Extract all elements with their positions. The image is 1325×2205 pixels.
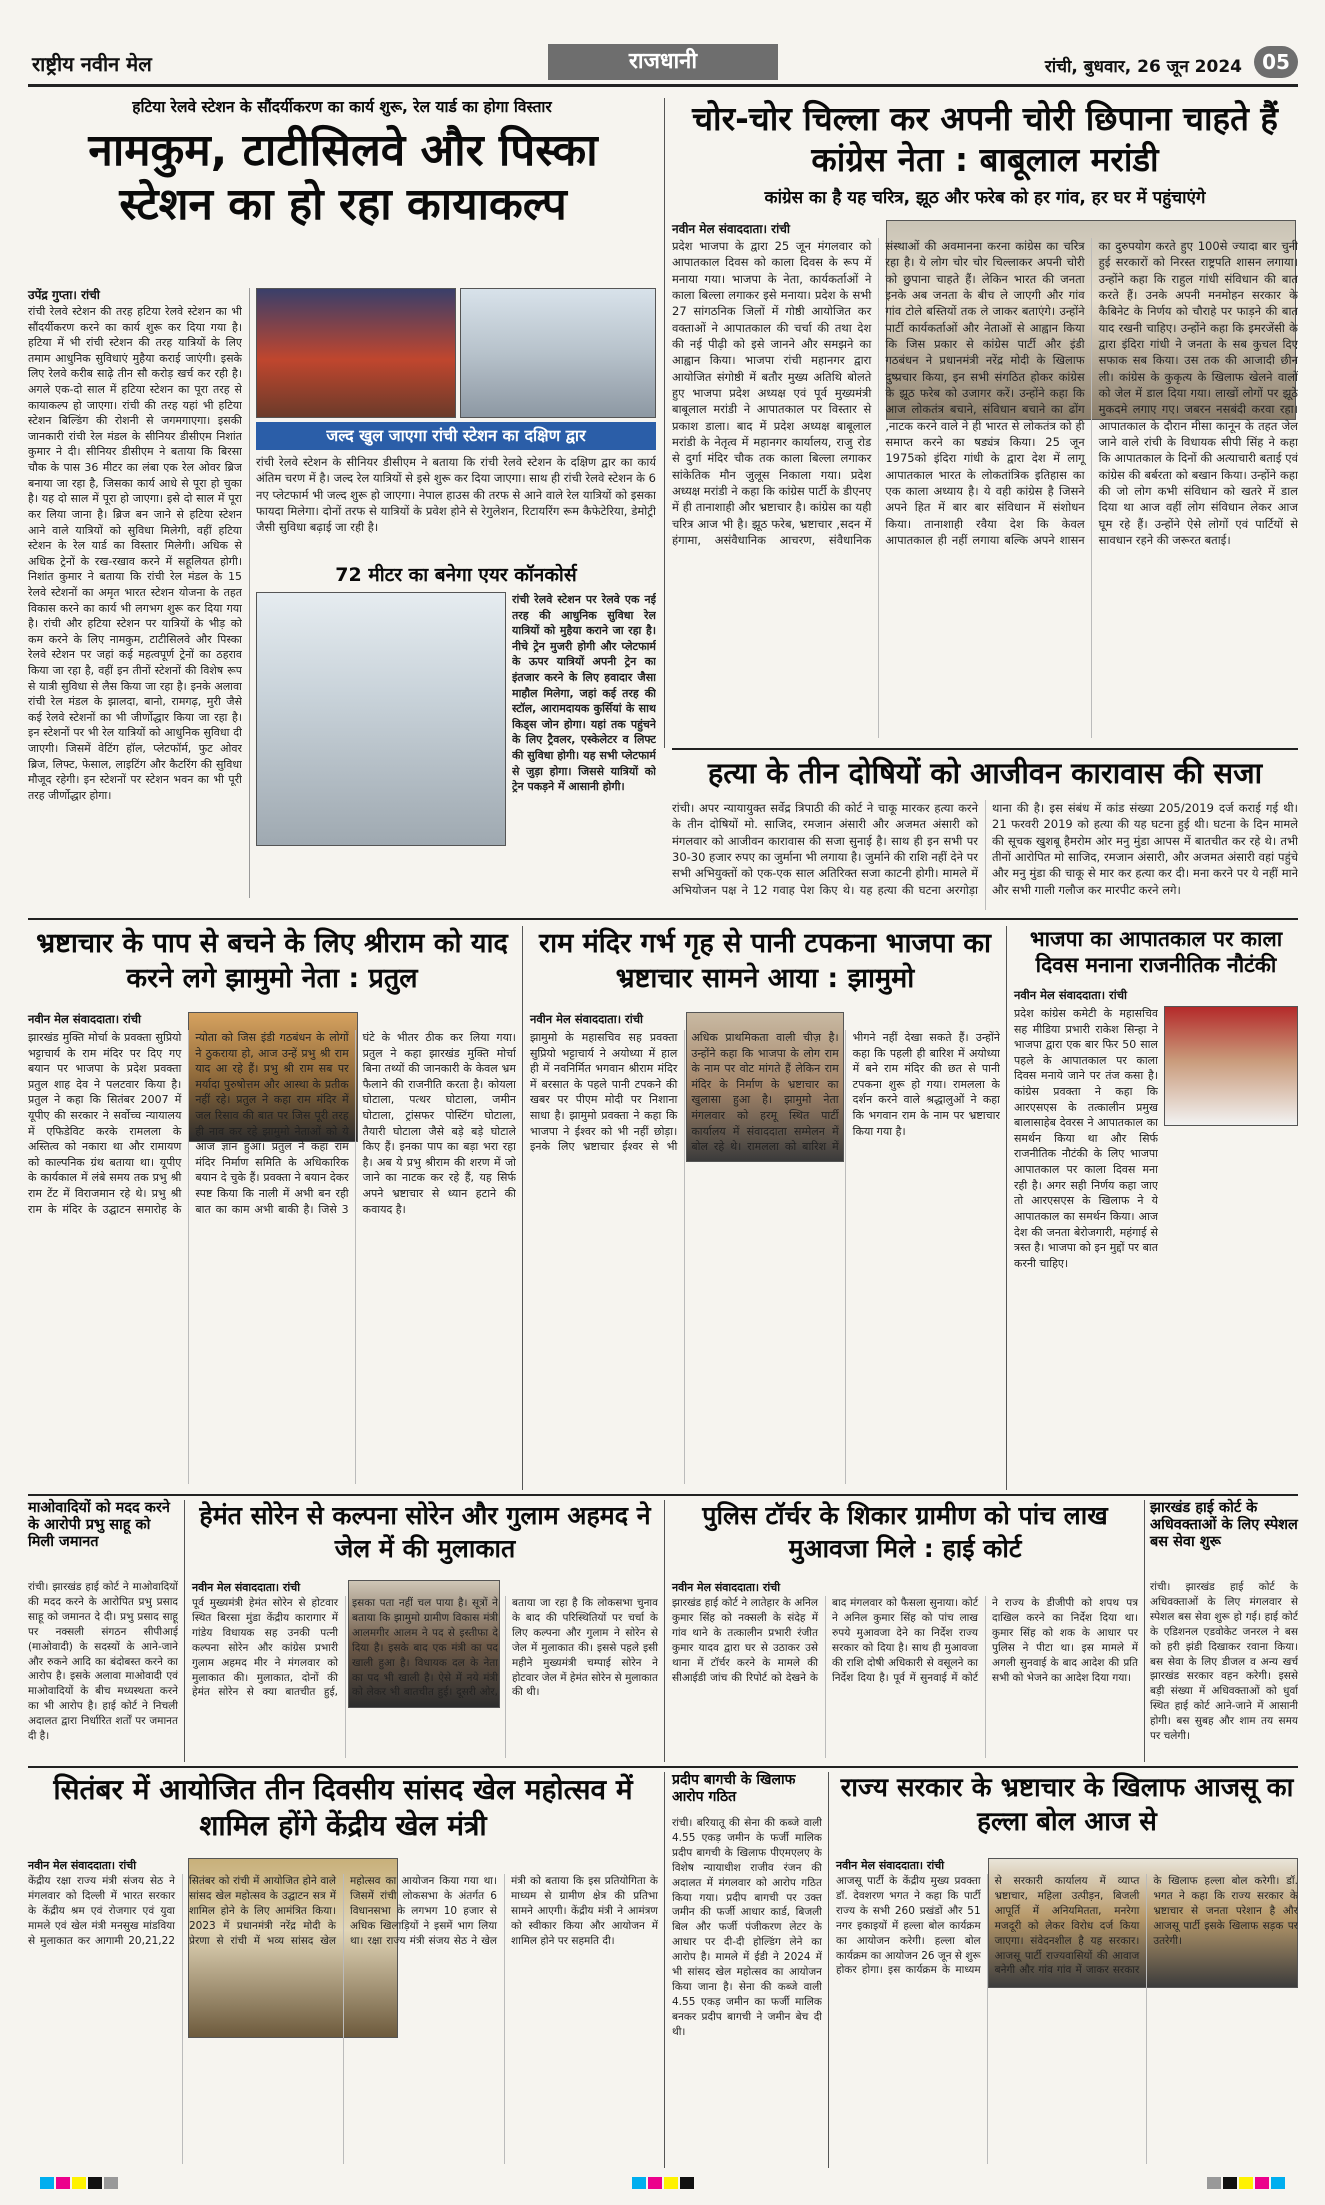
article-body: पूर्व मुख्यमंत्री हेमंत सोरेन से होटवार स्थित बिरसा मुंडा केंद्रीय कारागार में गांडेय विधायक सह उनकी पत्नी कल्पना सोरेन और कांग्रेस प्रभारी गुलाम अहमद मीर ने मंगलवार को मुलाकात की। मुलाकात, दोनों की हेमंत सोरेन से क्या बातचीत हुई, इसका पता नहीं चल पाया है। सूत्रों ने बताया कि झामुमो ग्रामीण विकास मंत्री आलमगीर आलम ने पद से इस्तीफा दे दिया है। इसके बाद एक मंत्री का पद खाली हुआ है। विधायक दल के नेता का पद भी खाली है। ऐसे में नये मंत्री को लेकर भी बातचीत हुई। दूसरी ओर, बताया जा रहा है कि लोकसभा चुनाव के बाद की परिस्थितियों पर चर्चा के लिए कल्पना और गुलाम ने सोरेन से जेल में मुलाकात की। इससे पहले इसी महीने मुख्यमंत्री चम्पाई सोरेन ने होटवार जेल में हेमंत सोरेन से मुलाकात की थी। [192,1597,658,1699]
page-number: 05 [1254,46,1298,78]
byline: नवीन मेल संवाददाता। रांची [672,1581,781,1594]
masthead [28,40,1298,86]
article-jail-meeting [192,1500,658,1762]
divider-8-9 [664,1500,665,1762]
headline: भाजपा का आपातकाल पर काला दिवस मनाना राजनीतिक नौटंकी [1029,927,1283,978]
headline: झारखंड हाई कोर्ट के अधिवक्ताओं के लिए स्पेशल बस सेवा शुरू [1150,1500,1298,1551]
divider-4-5 [522,926,523,1490]
byline: उपेंद्र गुप्ता। रांची [28,288,100,302]
masthead-rule [28,84,1298,87]
dateline: रांची, बुधवार, 26 जून 2024 [1044,57,1242,77]
rakesh-sinha-photo [1164,1006,1298,1126]
section-banner [548,44,778,80]
byline: नवीन मेल संवाददाता। रांची [28,1859,137,1872]
section-rule-3 [28,1494,1298,1496]
section-rule-1 [672,748,1298,750]
headline: पुलिस टॉर्चर के शिकार ग्रामीण को पांच लाख मुआवजा मिले : हाई कोर्ट [702,1501,1108,1563]
article-body: रांची रेलवे स्टेशन की तरह हटिया रेलवे स्टेशन का भी सौंदर्यीकरण करने का कार्य शुरू कर दिया गया है। हटिया में भी रांची स्टेशन की तरह यात्रियों के लिए तमाम आधुनिक सुविधाएं मुहैया कराई जाएंगी। इसके लिए रेलवे करीब साढ़े तीन सौ करोड़ खर्च कर रही है। अगले एक-दो साल में हटिया स्टेशन का पूरा तरह से कायाकल्प हो जाएगा। रांची की तरह यहां भी हटिया स्टेशन बिल्डिंग की रोशनी से जगमगाएगा। इसकी जानकारी रांची रेल मंडल के सीनियर डीसीएम निशांत कुमार ने दी। सीनियर डीसीएम ने बताया कि बिरसा चौक के पास 36 मीटर का लंबा एक रेल ओवर ब्रिज बनाया जा रहा है, जिसका कार्य आधे से पूरा हो चुका है। यह दो साल में पूरा हो जाएगा। इसे दो साल में पूरा कर लिया जाना है। ब्रिज बन जाने से हटिया स्टेशन आने वाले यात्रियों को सुविधा मिलेगी, वहीं हटिया स्टेशन के रेल यार्ड का विस्तार मिलेगी। अधिक से अधिक ट्रेनों के रख-रखाव करने में सहूलियत होगी। निशांत कुमार ने बताया कि रांची रेल मंडल के 15 रेलवे स्टेशनों का अमृत भारत स्टेशन योजना के तहत विकास करने का कार्य भी लगभग शुरू कर दिया गया है। रांची और हटिया स्टेशन पर यात्रियों के भीड़ को कम करने के लिए नामकुम, टाटीसिलवे और पिस्का रेलवे स्टेशन पर जहां कई महत्वपूर्ण ट्रेनों का ठहराव किया जा रहा है, वहीं इन तीनों स्टेशनों की विशेष रूप से यात्री सुविधा से लैस किया जा रहा है। इनके अलावा रांची रेल मंडल के झालदा, बानो, रामगढ़, मुरी जैसे कई रेलवे स्टेशनों का भी जीर्णोद्धार किया जा रहा है। इन स्टेशनों पर भी रेल यात्रियों को आधुनिक सुविधा दी जाएगी। जिसमें वेटिंग हॉल, प्लेटफॉर्म, फुट ओवर ब्रिज, लिफ्ट, फेसाल, लाइटिंग और कैटरिंग की सुविधा मौजूद रहेगी। इन स्टेशनों पर स्टेशन भवन का भी पूरी तरह जीर्णोद्धार होगा। [28,305,242,802]
headline: सितंबर में आयोजित तीन दिवसीय सांसद खेल महोत्सव में शामिल होंगे केंद्रीय खेल मंत्री [53,1773,633,1843]
divider-11-12 [664,1772,665,2168]
page-divider-top [664,98,665,748]
article-bagchi [672,1772,822,2168]
section-label: राजधानी [628,49,698,74]
byline: नवीन मेल संवाददाता। रांची [192,1581,301,1594]
section-rule-2 [28,918,1298,920]
headline: प्रदीप बागची के खिलाफ आरोप गठित [672,1772,796,1805]
reg-swatch-left [40,2177,118,2189]
article-body: झारखंड हाई कोर्ट ने लातेहार के अनिल कुमार सिंह को नक्सली के संदेह में गांव थाने के तत्कालीन प्रभारी रंजीत कुमार यादव द्वारा घर से उठाकर उसे थाना में टॉर्चर करने के मामले की सीआईडी जांच की रिपोर्ट को देखने के बाद मंगलवार को फैसला सुनाया। कोर्ट ने अनिल कुमार सिंह को पांच लाख रुपये मुआवजा देने का निर्देश राज्य सरकार को दिया है। साथ ही मुआवजा की राशि दोषी अधिकारी से वसूलने का निर्देश दिया है। पूर्व में सुनवाई में कोर्ट ने राज्य के डीजीपी को शपथ पत्र दाखिल करने का निर्देश दिया था। कुमार सिंह को शक के आधार पर पुलिस ने पीटा था। इस मामले में अगली सुनवाई के बाद आदेश की प्रति सभी को भेजने का आदेश दिया गया। [672,1597,1138,1684]
headline: राम मंदिर गर्भ गृह से पानी टपकना भाजपा का भ्रष्टाचार सामने आया : झामुमो [539,928,991,995]
article-pratul [28,926,516,1490]
article-congress [1014,926,1298,1490]
article-body: रांची। बरियातू की सेना की कब्जे वाली 4.55 एकड़ जमीन के फर्जी मालिक प्रदीप बागची के खिलाफ पीएमएलए के विशेष न्यायाधीश राजीव रंजन की अदालत में मंगलवार को आरोप गठित किया गया। प्रदीप बागची पर उक्त जमीन की फर्जी आधार कार्ड, बिजली बिल और फर्जी पंजीकरण लेटर के आधार पर दी-दी होल्डिंग लेने का आरोप है। मामले में ईडी ने 2024 में भी सांसद खेल महोत्सव का आयोजन किया जाना है। सेना की कब्जे वाली 4.55 एकड़ जमीन का फर्जी मालिक बनकर प्रदीप बागची ने जमीन बेच दी थी। [672,1817,822,2038]
headline: हेमंत सोरेन से कल्पना सोरेन और गुलाम अहमद ने जेल में की मुलाकात [199,1501,651,1563]
byline: नवीन मेल संवाददाता। रांची [28,1012,142,1026]
article-jmm [530,926,1000,1490]
paper-name: राष्ट्रीय नवीन मेल [32,52,152,76]
subhead: कांग्रेस का है यह चरित्र, झूठ और फरेब को हर गांव, हर घर में पहुंचाएंगे [764,188,1206,208]
article-sports-fest [28,1772,658,2168]
paper-logo [32,50,152,77]
reg-swatch-center [632,2177,694,2189]
article-bail [28,1500,178,1762]
kicker: हटिया रेलवे स्टेशन के सौंदर्यीकरण का कार्य शुरू, रेल यार्ड का होगा विस्तार [132,98,552,116]
article-railway [28,98,656,910]
headline: नामकुम, टाटीसिलवे और पिस्का स्टेशन का हो रहा कायाकल्प [88,125,598,230]
concourse-body: रांची रेलवे स्टेशन पर रेलवे एक नई तरह की आधुनिक सुविधा रेल यात्रियों को मुहैया कराने जा रहा है। नीचे ट्रेन मुजरी होगी और प्लेटफार्म के ऊपर यात्रियों अपनी ट्रेन का इंतजार करने के लिए हवादार जैसा माहौल मिलेगा, जहां कई तरह की स्टॉल, आरामदायक कुर्सियां के साथ किड्स जोन होगा। यहां तक पहुंचने के लिए ट्रैवलर, एस्केलेटर व लिफ्ट की सुविधा होगी। यह सभी प्लेटफार्म से जुड़ा होगा। जिससे यात्रियों को ट्रेन पकड़ने में आसानी होगी। [512,593,656,794]
concourse-photo [256,592,506,846]
article-body: रांची। झारखंड हाई कोर्ट ने माओवादियों की मदद करने के आरोपित प्रभु प्रसाद साहू को जमानत दे दी। प्रभु प्रसाद साहू पर नक्सली संगठन सीपीआई (माओवादी) के सदस्यों के आने-जाने और रुकने आदि का बंदोबस्त करने का आरोप है। इसके अलावा माओवादी एवं माओवादियों के बीच मध्यस्थता करने का भी आरोप है। हाई कोर्ट ने निचली अदालत द्वारा निर्धारित शर्तों पर जमानत दी है। [28,1581,178,1743]
headline: चोर-चोर चिल्ला कर अपनी चोरी छिपाना चाहते हैं कांग्रेस नेता : बाबूलाल मरांडी [692,99,1278,180]
article-body: प्रदेश कांग्रेस कमेटी के महासचिव सह मीडिया प्रभारी राकेश सिन्हा ने भाजपा द्वारा एक बार फिर 50 साल पहले के आपातकाल पर काला दिवस मनाये जाने पर तंज कसा है। कांग्रेस प्रवक्ता ने कहा कि आरएसएस के तत्कालीन प्रमुख बालासाहेब देवरस ने आपातकाल का समर्थन किया था और सिर्फ राजनीतिक नौटंकी के लिए भाजपा आपातकाल पर काला दिवस मना रही है। अगर सही निर्णय कहा जाए तो आरएसएस के खिलाफ ने ये आपातकाल का समर्थन किया। आज देश की जनता बेरोजगारी, महंगाई से त्रस्त है। भाजपा को इन मुद्दों पर बात करनी चाहिए। [1014,1007,1158,1270]
article-body: झामुमो के महासचिव सह प्रवक्ता सुप्रियो भट्टाचार्य ने अयोध्या में हाल ही में नवनिर्मित भगवान श्रीराम मंदिर में बरसात के पहले पानी टपकने की खबर पर पीएम मोदी पर निशाना साधा है। झामुमो प्रवक्ता ने कहा कि भाजपा ने ईश्वर को भी नहीं छोड़ा। इनके लिए भ्रष्टाचार ईश्वर से भी अधिक प्राथमिकता वाली चीज़ है। उन्होंने कहा कि भाजपा के लोग राम के नाम पर वोट मांगते हैं लेकिन राम मंदिर के निर्माण के भ्रष्टाचार का खुलासा हुआ है। झामुमो नेता मंगलवार को हरमू स्थित पार्टी कार्यालय में संवाददाता सम्मेलन में बोल रहे थे। रामलला को बारिश में भीगने नहीं देखा सकते हैं। उन्होंने कहा कि पहली ही बारिश में अयोध्या में बने राम मंदिर की छत से पानी टपकना शुरू हो गया। रामलला के दर्शन करने वाले श्रद्धालुओं ने कहा कि भगवान राम के नाम पर भ्रष्टाचार किया गया है। [530,1031,1000,1154]
article-body: केंद्रीय रक्षा राज्य मंत्री संजय सेठ ने मंगलवार को दिल्ली में भारत सरकार के केंद्रीय श्रम एवं रोजगार एवं युवा मामले एवं खेल मंत्री मनसुख मांडविया से मुलाकात कर आगामी 20,21,22 सितंबर को रांची में आयोजित होने वाले सांसद खेल महोत्सव के उद्घाटन सत्र में शामिल होने के लिए आमंत्रित किया। 2023 में प्रधानमंत्री नरेंद्र मोदी के प्रेरणा से रांची में भव्य सांसद खेल महोत्सव का आयोजन किया गया था। जिसमें रांची लोकसभा के अंतर्गत 6 विधानसभा के लगभग 10 हजार से अधिक खिलाड़ियों ने इसमें भाग लिया था। रक्षा राज्य मंत्री संजय सेठ ने खेल मंत्री को बताया कि इस प्रतियोगिता के माध्यम से ग्रामीण क्षेत्र की प्रतिभा सामने आएगी। केंद्रीय मंत्री ने आमंत्रण को स्वीकार किया और आयोजन में शामिल होने पर सहमति दी। [28,1875,658,1947]
article-body: रांची। झारखंड हाई कोर्ट के अधिवक्ताओं के लिए मंगलवार से स्पेशल बस सेवा शुरू हो गई। हाई कोर्ट के एडिशनल एडवोकेट जनरल ने बस को हरी झंडी दिखाकर रवाना किया। बस सेवा के लिए डीजल व अन्य खर्च झारखंड सरकार वहन करेगी। इससे बड़ी संख्या में अधिवक्ताओं को धुर्वा स्थित हाई कोर्ट आने-जाने में आसानी होगी। बस सुबह और शाम तय समय पर चलेगी। [1150,1581,1298,1743]
divider-9-10 [1144,1500,1145,1762]
article-babulal [672,98,1298,748]
subhead-concourse: 72 मीटर का बनेगा एयर कॉनकोर्स [335,564,577,586]
byline: नवीन मेल संवाददाता। रांची [672,222,790,236]
article-police-torture [672,1500,1138,1762]
headline: माओवादियों को मदद करने के आरोपी प्रभु साहू को मिली जमानत [28,1500,170,1551]
section-rule-4 [28,1766,1298,1768]
article-body: झारखंड मुक्ति मोर्चा के प्रवक्ता सुप्रियो भट्टाचार्य के राम मंदिर पर दिए गए बयान पर भाजपा के प्रदेश प्रवक्ता प्रतुल शाह देव ने पलटवार किया है। प्रतुल ने कहा कि सितंबर 2007 में यूपीए की सरकार ने सर्वोच्च न्यायालय में एफिडेविट करके रामलला के अस्तित्व को नकारा था और रामायण को काल्पनिक ग्रंथ बताया था। यूपीए के कार्यकाल में लंबे समय तक प्रभु श्री राम टेंट में विराजमान रहे थे। प्रभु श्री राम के मंदिर के उद्घाटन समारोह के न्योता को जिस इंडी गठबंधन के लोगों ने ठुकराया हो, आज उन्हें प्रभु श्री राम याद आ रहे हैं। प्रभु श्री राम सब पर मर्यादा पुरुषोत्तम और आस्था के प्रतीक नहीं रहे। प्रतुल ने कहा राम मंदिर में जल रिसाव की बात पर जिस पूरी तरह ही नाव कर रहे झामुमो नेताओं को ये आज ज्ञान हुआ। प्रतुल ने कहा राम मंदिर निर्माण समिति के अधिकारिक बयान दे चुके हैं। प्रवक्ता ने बयान देकर स्पष्ट किया कि नाली में अभी बन रही बात का काम अभी बाकी है। जिसे 3 घंटे के भीतर ठीक कर लिया गया। प्रतुल ने कहा झारखंड मुक्ति मोर्चा बिना तथ्यों की जानकारी के केवल भ्रम फैलाने की राजनीति करता है। कोयला घोटाला, पत्थर घोटाला, जमीन घोटाला, ट्रांसफर पोस्टिंग घोटाला, तैयारी घोटाला जैसे बड़े बड़े घोटाले किए हैं। इनका पाप का बड़ा भरा रहा है। अब ये प्रभु श्रीराम की शरण में जो जाने का नाटक कर रहे हैं, यह सिर्फ अपने भ्रष्टाचार से ध्यान हटाने की कवायद है। [28,1031,516,1216]
reg-swatch-right [1207,2177,1285,2189]
article-body: रांची। अपर न्यायायुक्त सर्वेद्र त्रिपाठी की कोर्ट ने चाकू मारकर हत्या करने के तीन दोषियों मो. साजिद, रमजान अंसारी और अजमत अंसारी को मंगलवार को आजीवन कारावास की सजा सुनाई है। साथ ही इन सभी पर 30-30 हजार रुपए का जुर्माना भी लगाया है। जुर्माने की राशि नहीं देने पर सभी अभियुक्तों को एक-एक साल अतिरिक्त सजा काटनी होगी। मामले में अभियोजन पक्ष ने 12 गवाह पेश किए थे। यह हत्या की घटना अरगोड़ा थाना की है। इस संबंध में कांड संख्या 205/2019 दर्ज कराई गई थी। 21 फरवरी 2019 को हत्या की यह घटना हुई थी। घटना के दिन मामले की सूचक खुशबू हैमरोम ओर मनु मुंडा आपस में बातचीत कर रहे थे। तभी तीनों आरोपित मो साजिद, रमजान अंसारी, और अजमत अंसारी वहां पहुंचे और मनु मुंडा की चाकू से मार कर हत्या कर दी। मना करने पर ये नहीं माने और सभी गाली गलौज कर मारपीट करने लगे। [672,801,1298,897]
station-photo-left [256,288,456,418]
station-photo-right [460,288,656,418]
headline: राज्य सरकार के भ्रष्टाचार के खिलाफ आजसू का हल्ला बोल आज से [840,1773,1294,1837]
divider-12-13 [828,1772,829,2168]
column-divider [249,288,250,898]
divider-5-6 [1006,926,1007,1490]
article-ajsu [836,1772,1298,2168]
sub-body: रांची रेलवे स्टेशन के सीनियर डीसीएम ने बताया कि रांची रेलवे स्टेशन के दक्षिण द्वार का कार्य अंतिम चरण में है। जल्द रेल यात्रियों से इसे शुरू कर दिया जाएगा। साथ ही रांची रेलवे स्टेशन के 6 नए प्लेटफार्म भी जल्द शुरू हो जाएगा। नेपाल हाउस की तरफ से आने वाले रेल यात्रियों को इसका फायदा मिलेगा। दोनों तरफ से यात्रियों के प्रवेश होने से रेगुलेशन, रिटायरिंग रूम कैफेटेरिया, डेमोट्री जैसी सुविधा बढ़ाई जा रही है। [256,455,656,535]
article-verdict [672,756,1298,916]
divider-7-8 [184,1500,185,1762]
article-bus-service [1150,1500,1298,1762]
byline: नवीन मेल संवाददाता। रांची [1014,988,1128,1002]
article-body: प्रदेश भाजपा के द्वारा 25 जून मंगलवार को आपातकाल दिवस को काला दिवस के रूप में मनाया गया। भाजपा के नेता, कार्यकर्ताओं ने काला बिल्ला लगाकर इसे मनाया। प्रदेश के सभी 27 सांगठनिक जिलों में गोष्ठी आयोजित कर वक्ताओं ने आपातकाल की चर्चा की तथा देश की नई पीढ़ी को इसे जानने और समझने का आह्वान किया। भाजपा रांची महानगर द्वारा आयोजित संगोष्ठी में बतौर मुख्य अतिथि बोलते हुए भाजपा प्रदेश अध्यक्ष एवं पूर्व मुख्यमंत्री बाबूलाल मरांडी ने आपातकाल पर विस्तार से प्रकाश डाला। बाद में प्रदेश अध्यक्ष बाबूलाल मरांडी के नेतृत्व में महानगर कार्यालय, राजु रोड से दुर्गा मंदिर चौक तक काला बिल्ला लगाकर सांकेतिक मौन जुलूस निकाला गया। प्रदेश अध्यक्ष मरांडी ने कहा कि कांग्रेस पार्टी के डीएनए में ही तानाशाही और भ्रष्टाचार है। कांग्रेस का यही चरित्र आज भी है। झूठ फरेब, भ्रष्टाचार ,सदन में हंगामा, असंवैधानिक आचरण, संवैधानिक संस्थाओं की अवमानना करना कांग्रेस का चरित्र रहा है। ये लोग चोर चोर चिल्लाकर अपनी चोरी को छुपाना चाहते हैं। लेकिन भारत की जनता इनके अब जनता के बीच ले जाएगी और गांव गांव टोले बस्तियों तक ले जाकर बताएंगे। उन्होंने पार्टी कार्यकर्ताओं और नेताओं से आह्वान किया कि जिस प्रकार से कांग्रेस पार्टी और इंडी गठबंधन ने प्रधानमंत्री नरेंद्र मोदी के खिलाफ दुष्प्रचार किया, इन सभी संगठित होकर कांग्रेस के झूठ फरेब को उजागर करें। उन्होंने कहा कि आज लोकतंत्र बचाने, संविधान बचाने का ढोंग ,नाटक करने वाले ने ही भारत से लोकतंत्र को ही समाप्त करने का षड्यंत्र किया। 25 जून 1975को इंदिरा गांधी के द्वारा देश में लागू आपातकाल भारत के लोकतांत्रिक इतिहास का एक काला अध्याय है। ये वही कांग्रेस है जिसने अपने हित में बार बार संविधान में संशोधन किया। तानाशाही रवैया देश कि केवल आपातकाल ही नहीं लगाया बल्कि अपने शासन का दुरुपयोग करते हुए 100से ज्यादा बार चुनी हुई सरकारों को निरस्त राष्ट्रपति शासन लगाया। उन्होंने कहा कि राहुल गांधी संविधान की बात करते हैं। उनके अपनी मनमोहन सरकार के कैबिनेट के निर्णय को चौराहे पर फाड़ने की बात याद रखनी चाहिए। उन्होंने कहा कि इमरजेंसी के द्वारा इंदिरा गांधी ने जनता के सब कुचल दिए सफाक सब किया। उस तक की आजादी छीन ली। कांग्रेस के कुकृत्य के खिलाफ खेलने वालों को जेल में डाल दिया गया। लाखों लोगों पर झूठे मुकदमे लगाए गए। जबरन नसबंदी करवा रहा। आपातकाल के दौरान मीसा कानून के तहत जेल जाने वाले रांची के विधायक सीपी सिंह ने कहा कि आपातकाल के दिनों की अत्याचारी बताई एवं कांग्रेस की बर्बरता को बखान किया। उन्होंने कहा की जो लोग कभी संविधान को खतरे में डाल दिया था आज वहीं लोग संविधान लेकर आज घूम रहे हैं। उन्होंने ऐसे लोगों एवं पार्टियों से सावधान रहने की जरूरत बताई। [672,239,1298,547]
article-body: आजसू पार्टी के केंद्रीय मुख्य प्रवक्ता डॉ. देवशरण भगत ने कहा कि पार्टी राज्य के सभी 260 प्रखंडों और 51 नगर इकाइयों में हल्ला बोल कार्यक्रम का आयोजन करेगी। हल्ला बोल कार्यक्रम का आयोजन 26 जून से शुरू होकर होगा। इस कार्यक्रम के माध्यम से सरकारी कार्यालय में व्याप्त भ्रष्टाचार, महिला उत्पीड़न, बिजली आपूर्ति में अनियमितता, मनरेगा मजदूरी को लेकर विरोध दर्ज किया जाएगा। संवेदनशील है यह सरकार। आजसू पार्टी राज्यवासियों की आवाज बनेगी और गांव गांव में जाकर सरकार के खिलाफ हल्ला बोल करेगी। डॉ. भगत ने कहा कि राज्य सरकार के भ्रष्टाचार से जनता परेशान है और आजसू पार्टी इसके खिलाफ सड़क पर उतरेगी। [836,1875,1298,1977]
registration-bar [40,2176,1285,2190]
byline: नवीन मेल संवाददाता। रांची [530,1012,644,1026]
headline: भ्रष्टाचार के पाप से बचने के लिए श्रीराम को याद करने लगे झामुमो नेता : प्रतुल [36,928,508,995]
photo-caption: जल्द खुल जाएगा रांची स्टेशन का दक्षिण द्वार [256,422,656,450]
headline: हत्या के तीन दोषियों को आजीवन कारावास की सजा [707,756,1263,790]
byline: नवीन मेल संवाददाता। रांची [836,1859,945,1872]
